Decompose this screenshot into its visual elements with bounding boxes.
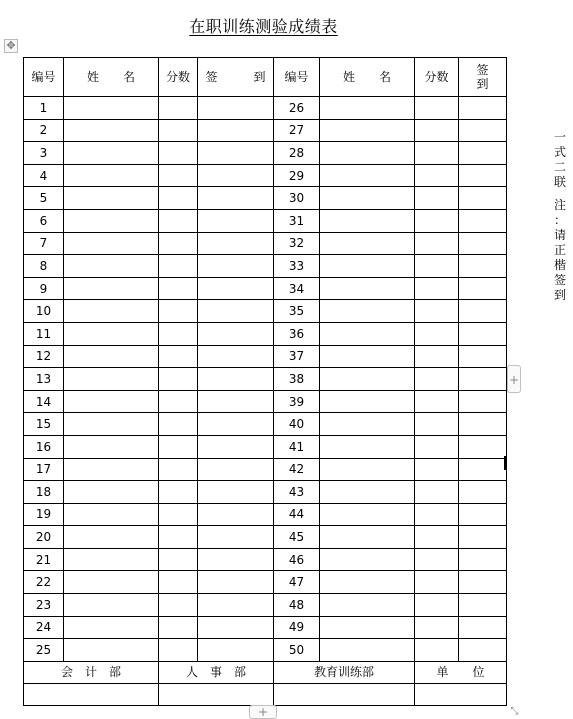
name-cell-left[interactable] — [64, 503, 159, 526]
sign-cell-right[interactable] — [459, 255, 507, 278]
score-cell-right[interactable] — [415, 413, 459, 436]
table-row — [24, 458, 507, 481]
row-number-left: 9 — [24, 277, 64, 300]
name-cell-left[interactable] — [64, 390, 159, 413]
name-cell-left[interactable] — [64, 413, 159, 436]
table-row — [24, 345, 507, 368]
name-cell-right[interactable] — [320, 322, 415, 345]
table-row — [24, 142, 507, 165]
sign-cell-right[interactable] — [459, 390, 507, 413]
table-row — [24, 526, 507, 549]
row-number-right: 38 — [274, 368, 320, 391]
sign-cell-right[interactable] — [459, 187, 507, 210]
score-cell-left[interactable] — [159, 368, 198, 391]
table-row — [24, 164, 507, 187]
training-sign-cell[interactable] — [274, 683, 415, 705]
score-cell-right[interactable] — [415, 300, 459, 323]
sign-cell-right[interactable] — [459, 435, 507, 458]
score-cell-left[interactable] — [159, 164, 198, 187]
score-cell-right[interactable] — [415, 187, 459, 210]
score-cell-right[interactable] — [415, 390, 459, 413]
row-number-right: 39 — [274, 390, 320, 413]
sign-cell-left[interactable] — [198, 548, 274, 571]
table-row — [24, 571, 507, 594]
score-cell-left[interactable] — [159, 435, 198, 458]
row-number-left: 19 — [24, 503, 64, 526]
row-number-left: 10 — [24, 300, 64, 323]
row-number-right: 34 — [274, 277, 320, 300]
name-cell-left[interactable] — [64, 255, 159, 278]
score-cell-right[interactable] — [415, 255, 459, 278]
header-sign-right-label: 签到 — [476, 63, 489, 91]
sign-cell-right[interactable] — [459, 413, 507, 436]
sign-cell-left[interactable] — [198, 368, 274, 391]
row-number-right: 26 — [274, 97, 320, 120]
name-cell-left[interactable] — [64, 119, 159, 142]
side-note-char: 正 — [554, 243, 567, 257]
side-note-char: 式 — [554, 145, 567, 159]
sign-cell-right[interactable] — [459, 97, 507, 120]
score-cell-left[interactable] — [159, 322, 198, 345]
score-cell-left[interactable] — [159, 255, 198, 278]
header-sign-right — [459, 58, 507, 97]
table-row — [24, 390, 507, 413]
sign-cell-left[interactable] — [198, 413, 274, 436]
row-number-left: 5 — [24, 187, 64, 210]
table-row — [24, 232, 507, 255]
name-cell-right[interactable] — [320, 232, 415, 255]
hr-sign-cell[interactable] — [159, 683, 274, 705]
name-cell-right[interactable] — [320, 368, 415, 391]
name-cell-right[interactable] — [320, 164, 415, 187]
score-cell-right[interactable] — [415, 164, 459, 187]
table-row — [24, 503, 507, 526]
name-cell-left[interactable] — [64, 300, 159, 323]
row-number-right: 46 — [274, 548, 320, 571]
sign-cell-left[interactable] — [198, 255, 274, 278]
row-number-left: 2 — [24, 119, 64, 142]
score-cell-left[interactable] — [159, 503, 198, 526]
score-cell-right[interactable] — [415, 142, 459, 165]
table-row — [24, 97, 507, 120]
score-cell-right[interactable] — [415, 594, 459, 617]
name-cell-right[interactable] — [320, 639, 415, 662]
row-number-left: 23 — [24, 594, 64, 617]
name-cell-left[interactable] — [64, 142, 159, 165]
add-row-button[interactable]: + — [507, 365, 521, 393]
footer-hr: 人 事 部 — [159, 661, 274, 683]
name-cell-right[interactable] — [320, 345, 415, 368]
sign-cell-right[interactable] — [459, 142, 507, 165]
row-number-right: 27 — [274, 119, 320, 142]
score-cell-left[interactable] — [159, 548, 198, 571]
page-title: 在职训练测验成绩表 — [189, 17, 338, 36]
sign-cell-left[interactable] — [198, 481, 274, 504]
score-cell-right[interactable] — [415, 616, 459, 639]
score-cell-left[interactable] — [159, 571, 198, 594]
score-cell-right[interactable] — [415, 548, 459, 571]
table-row — [24, 187, 507, 210]
row-number-right: 33 — [274, 255, 320, 278]
sign-cell-right[interactable] — [459, 639, 507, 662]
score-cell-left[interactable] — [159, 413, 198, 436]
score-cell-left[interactable] — [159, 232, 198, 255]
sign-cell-right[interactable] — [459, 571, 507, 594]
header-score-right: 分数 — [415, 58, 459, 97]
table-row — [24, 481, 507, 504]
sign-cell-left[interactable] — [198, 526, 274, 549]
score-cell-left[interactable] — [159, 277, 198, 300]
score-cell-left[interactable] — [159, 481, 198, 504]
score-cell-left[interactable] — [159, 209, 198, 232]
name-cell-right[interactable] — [320, 97, 415, 120]
name-cell-left[interactable] — [64, 639, 159, 662]
name-cell-left[interactable] — [64, 277, 159, 300]
footer-signature-row — [24, 683, 507, 705]
sign-cell-left[interactable] — [198, 503, 274, 526]
sign-cell-left[interactable] — [198, 119, 274, 142]
side-note-char: 楷 — [554, 258, 567, 272]
row-number-left: 3 — [24, 142, 64, 165]
table-row — [24, 594, 507, 617]
row-number-left: 11 — [24, 322, 64, 345]
sign-cell-right[interactable] — [459, 368, 507, 391]
sign-cell-right[interactable] — [459, 300, 507, 323]
sign-cell-right[interactable] — [459, 526, 507, 549]
table-row — [24, 322, 507, 345]
name-cell-left[interactable] — [64, 164, 159, 187]
score-cell-right[interactable] — [415, 345, 459, 368]
score-cell-right[interactable] — [415, 458, 459, 481]
sign-cell-left[interactable] — [198, 639, 274, 662]
name-cell-right[interactable] — [320, 209, 415, 232]
row-number-left: 4 — [24, 164, 64, 187]
score-table — [23, 57, 507, 706]
sign-cell-left[interactable] — [198, 616, 274, 639]
score-cell-left[interactable] — [159, 119, 198, 142]
sign-cell-right[interactable] — [459, 345, 507, 368]
row-number-right: 40 — [274, 413, 320, 436]
table-row — [24, 639, 507, 662]
row-number-right: 29 — [274, 164, 320, 187]
sign-cell-left[interactable] — [198, 97, 274, 120]
score-cell-left[interactable] — [159, 345, 198, 368]
footer-label-row — [24, 661, 507, 683]
sign-cell-right[interactable] — [459, 481, 507, 504]
row-number-left: 12 — [24, 345, 64, 368]
score-cell-right[interactable] — [415, 435, 459, 458]
name-cell-left[interactable] — [64, 345, 159, 368]
sign-cell-right[interactable] — [459, 232, 507, 255]
table-row — [24, 300, 507, 323]
score-cell-left[interactable] — [159, 616, 198, 639]
sign-cell-left[interactable] — [198, 209, 274, 232]
header-name-right: 姓 名 — [320, 58, 415, 97]
name-cell-right[interactable] — [320, 142, 415, 165]
score-cell-right[interactable] — [415, 232, 459, 255]
name-cell-left[interactable] — [64, 435, 159, 458]
row-number-right: 41 — [274, 435, 320, 458]
score-cell-left[interactable] — [159, 187, 198, 210]
sign-cell-right[interactable] — [459, 548, 507, 571]
name-cell-left[interactable] — [64, 209, 159, 232]
name-cell-right[interactable] — [320, 390, 415, 413]
score-cell-left[interactable] — [159, 300, 198, 323]
footer-accounting: 会 计 部 — [24, 661, 159, 683]
footer-unit: 单 位 — [415, 661, 507, 683]
row-number-left: 20 — [24, 526, 64, 549]
name-cell-left[interactable] — [64, 526, 159, 549]
score-cell-right[interactable] — [415, 97, 459, 120]
side-note-char: 签 — [554, 273, 567, 287]
sign-cell-left[interactable] — [198, 322, 274, 345]
name-cell-right[interactable] — [320, 481, 415, 504]
row-number-right: 32 — [274, 232, 320, 255]
row-number-left: 14 — [24, 390, 64, 413]
sign-cell-left[interactable] — [198, 187, 274, 210]
table-row — [24, 209, 507, 232]
name-cell-right[interactable] — [320, 413, 415, 436]
sign-cell-left[interactable] — [198, 277, 274, 300]
score-cell-left[interactable] — [159, 390, 198, 413]
row-number-left: 17 — [24, 458, 64, 481]
score-cell-right[interactable] — [415, 368, 459, 391]
name-cell-left[interactable] — [64, 616, 159, 639]
score-cell-right[interactable] — [415, 277, 459, 300]
add-column-button[interactable]: + — [249, 705, 277, 719]
table-row — [24, 616, 507, 639]
sign-cell-right[interactable] — [459, 503, 507, 526]
name-cell-left[interactable] — [64, 571, 159, 594]
row-number-right: 45 — [274, 526, 320, 549]
table-row — [24, 277, 507, 300]
table-row — [24, 435, 507, 458]
sign-cell-left[interactable] — [198, 571, 274, 594]
row-number-right: 50 — [274, 639, 320, 662]
score-cell-left[interactable] — [159, 97, 198, 120]
row-number-left: 15 — [24, 413, 64, 436]
score-cell-right[interactable] — [415, 119, 459, 142]
table-row — [24, 255, 507, 278]
name-cell-left[interactable] — [64, 548, 159, 571]
side-note-char: 一 — [554, 130, 567, 144]
name-cell-left[interactable] — [64, 97, 159, 120]
score-cell-left[interactable] — [159, 142, 198, 165]
sign-cell-right[interactable] — [459, 119, 507, 142]
score-cell-right[interactable] — [415, 503, 459, 526]
row-number-right: 35 — [274, 300, 320, 323]
unit-sign-cell[interactable] — [415, 683, 507, 705]
name-cell-right[interactable] — [320, 548, 415, 571]
row-number-left: 8 — [24, 255, 64, 278]
table-row — [24, 413, 507, 436]
name-cell-right[interactable] — [320, 616, 415, 639]
row-number-left: 16 — [24, 435, 64, 458]
header-score-left: 分数 — [159, 58, 198, 97]
table-row — [24, 119, 507, 142]
score-cell-left[interactable] — [159, 458, 198, 481]
text-cursor — [504, 456, 507, 470]
name-cell-right[interactable] — [320, 594, 415, 617]
score-cell-left[interactable] — [159, 639, 198, 662]
footer-training: 教育训练部 — [274, 661, 415, 683]
row-number-right: 44 — [274, 503, 320, 526]
table-move-handle-icon[interactable]: ✥ — [4, 39, 18, 53]
sign-cell-left[interactable] — [198, 435, 274, 458]
sign-cell-left[interactable] — [198, 390, 274, 413]
sign-cell-left[interactable] — [198, 232, 274, 255]
header-number-right: 编号 — [274, 58, 320, 97]
name-cell-right[interactable] — [320, 255, 415, 278]
score-cell-left[interactable] — [159, 526, 198, 549]
side-note-char: 二 — [554, 160, 567, 174]
score-cell-left[interactable] — [159, 594, 198, 617]
side-note — [554, 130, 568, 303]
sign-cell-right[interactable] — [459, 322, 507, 345]
row-number-right: 30 — [274, 187, 320, 210]
name-cell-left[interactable] — [64, 458, 159, 481]
row-number-right: 43 — [274, 481, 320, 504]
row-number-left: 7 — [24, 232, 64, 255]
row-number-left: 6 — [24, 209, 64, 232]
row-number-left: 22 — [24, 571, 64, 594]
name-cell-left[interactable] — [64, 232, 159, 255]
score-cell-right[interactable] — [415, 481, 459, 504]
name-cell-left[interactable] — [64, 322, 159, 345]
sign-cell-left[interactable] — [198, 594, 274, 617]
sign-cell-left[interactable] — [198, 345, 274, 368]
sign-cell-right[interactable] — [459, 594, 507, 617]
name-cell-left[interactable] — [64, 594, 159, 617]
side-note-char: 请 — [554, 228, 567, 242]
row-number-right: 36 — [274, 322, 320, 345]
row-number-right: 31 — [274, 209, 320, 232]
side-note-char: 注 — [554, 198, 567, 212]
accounting-sign-cell[interactable] — [24, 683, 159, 705]
sign-cell-left[interactable] — [198, 142, 274, 165]
sign-cell-right[interactable] — [459, 458, 507, 481]
row-number-right: 48 — [274, 594, 320, 617]
side-note-char: 到 — [554, 288, 567, 302]
name-cell-right[interactable] — [320, 458, 415, 481]
table-row — [24, 368, 507, 391]
name-cell-right[interactable] — [320, 187, 415, 210]
score-cell-right[interactable] — [415, 526, 459, 549]
name-cell-right[interactable] — [320, 300, 415, 323]
score-cell-right[interactable] — [415, 209, 459, 232]
row-number-left: 25 — [24, 639, 64, 662]
score-cell-right[interactable] — [415, 571, 459, 594]
side-note-char — [554, 190, 568, 198]
row-number-right: 28 — [274, 142, 320, 165]
row-number-right: 42 — [274, 458, 320, 481]
side-note-char: 联 — [554, 175, 567, 189]
row-number-right: 47 — [274, 571, 320, 594]
name-cell-right[interactable] — [320, 571, 415, 594]
name-cell-left[interactable] — [64, 481, 159, 504]
sign-cell-right[interactable] — [459, 277, 507, 300]
header-name-left: 姓 名 — [64, 58, 159, 97]
table-header-row — [24, 58, 507, 97]
sign-cell-left[interactable] — [198, 458, 274, 481]
header-sign-left: 签 到 — [198, 58, 274, 97]
name-cell-right[interactable] — [320, 277, 415, 300]
row-number-left: 13 — [24, 368, 64, 391]
table-row — [24, 548, 507, 571]
sign-cell-right[interactable] — [459, 209, 507, 232]
row-number-right: 49 — [274, 616, 320, 639]
row-number-left: 18 — [24, 481, 64, 504]
sign-cell-left[interactable] — [198, 300, 274, 323]
side-note-char: ： — [554, 213, 567, 227]
header-number-left: 编号 — [24, 58, 64, 97]
sign-cell-right[interactable] — [459, 164, 507, 187]
row-number-left: 24 — [24, 616, 64, 639]
table-resize-handle-icon[interactable]: ⤡ — [510, 706, 519, 717]
name-cell-left[interactable] — [64, 187, 159, 210]
row-number-left: 1 — [24, 97, 64, 120]
score-cell-right[interactable] — [415, 639, 459, 662]
row-number-left: 21 — [24, 548, 64, 571]
name-cell-right[interactable] — [320, 526, 415, 549]
sign-cell-right[interactable] — [459, 616, 507, 639]
name-cell-left[interactable] — [64, 368, 159, 391]
name-cell-right[interactable] — [320, 503, 415, 526]
name-cell-right[interactable] — [320, 435, 415, 458]
row-number-right: 37 — [274, 345, 320, 368]
sign-cell-left[interactable] — [198, 164, 274, 187]
name-cell-right[interactable] — [320, 119, 415, 142]
score-cell-right[interactable] — [415, 322, 459, 345]
